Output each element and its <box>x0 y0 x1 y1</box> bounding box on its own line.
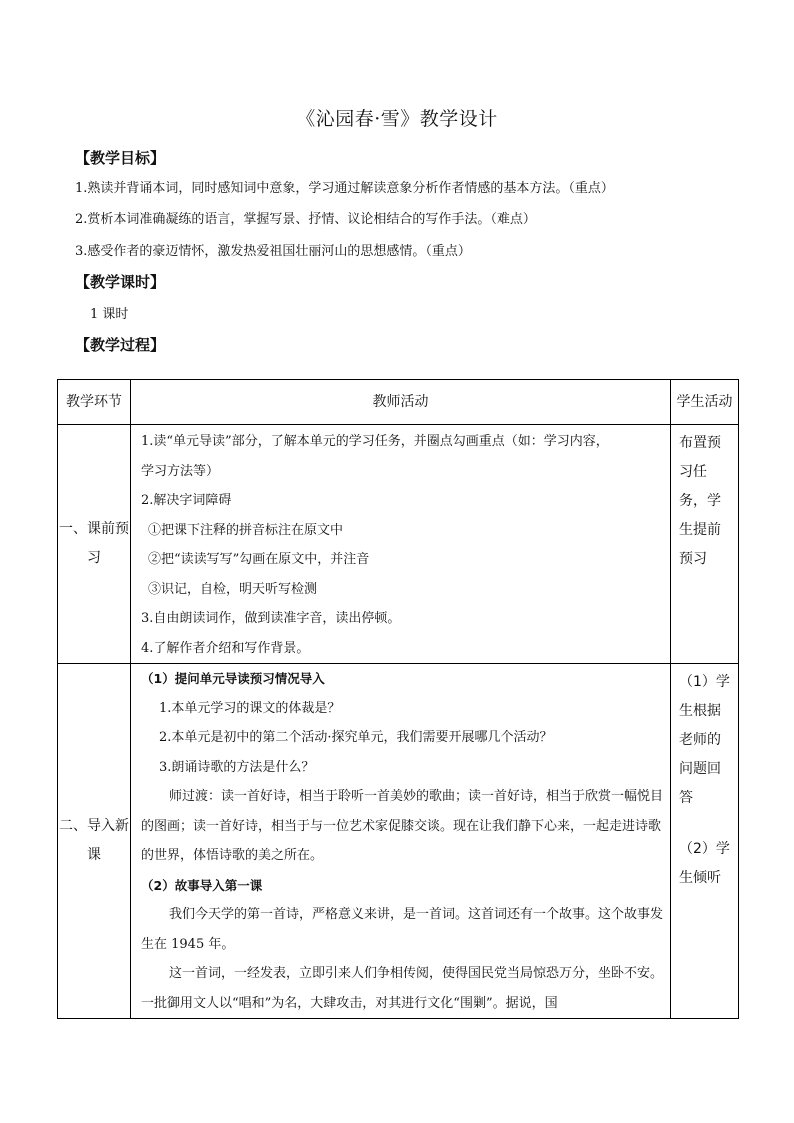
activity-paragraph: 师过渡：读一首好诗，相当于聆听一首美妙的歌曲；读一首好诗，相当于欣赏一幅悦目的图画；读一首好诗，相当于与一位艺术家促膝交谈。现在让我们静下心来，一起走进诗歌的世界，体悟诗歌的美之所在。 <box>141 789 664 863</box>
hours-heading: 【教学课时】 <box>75 273 166 291</box>
student-activity-text: （2）学生倾听 <box>679 841 730 886</box>
table-row <box>58 425 739 664</box>
table-row <box>58 664 739 1019</box>
student-activity-cell <box>671 425 739 664</box>
student-activity-text: 布置预习任务，学生提前预习 <box>679 435 721 567</box>
objective-item: 1.熟读并背诵本词，同时感知词中意象，学习通过解读意象分析作者情感的基本方法。（重点） <box>75 181 614 196</box>
student-activity-cell <box>671 664 739 1019</box>
activity-line: 1.读“单元导读”部分，了解本单元的学习任务，并圈点勾画重点（如：学习内容， <box>141 434 609 449</box>
table-header-row <box>58 380 739 425</box>
activity-line: 2.本单元是初中的第二个活动·探究单元，我们需要开展哪几个活动？ <box>159 730 553 745</box>
activity-subheading: （2）故事导入第一课 <box>141 877 263 893</box>
activity-paragraph: 这一首词，一经发表，立即引来人们争相传阅，使得国民党当局惊恐万分，坐卧不安。一批御用文人以“唱和”为名，大肆攻击，对其进行文化“围剿”。据说，国 <box>141 966 664 1011</box>
stage-cell: 二、导入新课 <box>58 664 131 1019</box>
activity-line: 3.朗诵诗歌的方法是什么？ <box>159 759 315 775</box>
teacher-activity-cell <box>131 664 671 1019</box>
objective-item: 3.感受作者的豪迈情怀，激发热爱祖国壮丽河山的思想感情。（重点） <box>75 244 471 259</box>
hours-value: 1 课时 <box>90 307 129 322</box>
activity-line: 4.了解作者介绍和写作背景。 <box>141 640 310 656</box>
activity-line: 1.本单元学习的课文的体裁是？ <box>159 700 341 716</box>
activity-line: ①把课下注释的拼音标注在原文中 <box>148 522 344 538</box>
objective-item: 2.赏析本词准确凝练的语言，掌握写景、抒情、议论相结合的写作手法。（难点） <box>75 212 536 227</box>
objectives-heading: 【教学目标】 <box>75 149 166 167</box>
process-heading: 【教学过程】 <box>75 336 166 354</box>
activity-subheading: （1）提问单元导读预习情况导入 <box>141 671 325 686</box>
activity-line: 3.自由朗读词作，做到读准字音，读出停顿。 <box>141 611 401 626</box>
activity-line: ②把“读读写写”勾画在原文中，并注音 <box>148 552 370 567</box>
activity-line: 2.解决字词障碍 <box>141 493 232 508</box>
header-teacher: 教师活动 <box>131 380 671 425</box>
lesson-table <box>57 379 739 1019</box>
activity-paragraph: 我们今天学的第一首诗，严格意义来讲，是一首词。这首词还有一个故事。这个故事发生在 1945 年。 <box>141 907 664 952</box>
activity-line: 学习方法等） <box>141 463 220 479</box>
header-student: 学生活动 <box>671 380 739 425</box>
activity-line: ③识记，自检，明天听写检测 <box>148 581 318 597</box>
header-stage: 教学环节 <box>58 380 131 425</box>
teacher-activity-cell <box>131 425 671 664</box>
document-title: 《沁园春·雪》教学设计 <box>296 108 498 130</box>
student-activity-text: （1）学生根据老师的问题回答 <box>679 674 730 806</box>
stage-cell: 一、课前预习 <box>58 425 131 664</box>
